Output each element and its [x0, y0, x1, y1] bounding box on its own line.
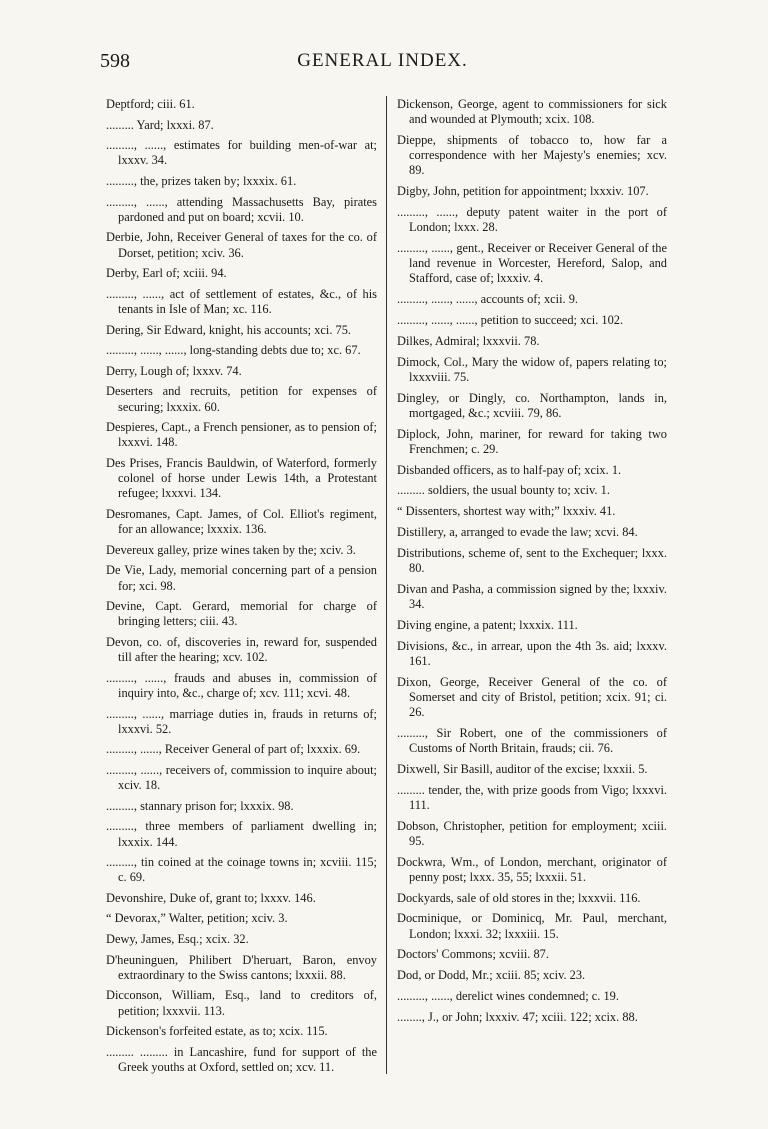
left-column: [106, 97, 377, 1081]
index-entry: Distillery, a, arranged to evade the law; xcvi. 84.: [397, 524, 638, 539]
index-entry: ........., three members of parliament dwelling in; lxxxix. 144.: [106, 819, 377, 849]
index-entry: ........., ......, ......, petition to succeed; xci. 102.: [397, 313, 624, 327]
running-title: GENERAL INDEX.: [297, 50, 468, 71]
page-number: 598: [100, 50, 130, 72]
index-entry: ........., ......, gent., Receiver or Receiver General of the land revenue in Worcester, Hereford, Salop, and Stafford, case of; lxxxiv. 4.: [397, 241, 667, 286]
index-entry: ........., ......, ......, accounts of; xcii. 9.: [397, 292, 579, 307]
index-entry: Dilkes, Admiral; lxxxvii. 78.: [397, 333, 540, 348]
index-entry: Dockyards, sale of old stores in the; lxxxvii. 116.: [397, 890, 641, 905]
index-entry: ........., ......, ......, long-standing debts due to; xc. 67.: [106, 343, 361, 358]
index-entry: Diplock, John, mariner, for reward for taking two Frenchmen; c. 29.: [397, 426, 667, 456]
index-entry: ......... tender, the, with prize goods from Vigo; lxxxvi. 111.: [397, 782, 667, 812]
index-entry: Devon, co. of, discoveries in, reward for, suspended till after the hearing; xcv. 102.: [106, 634, 377, 665]
index-entry: ........., Sir Robert, one of the commissioners of Customs of North Britain, frauds; cii. 76.: [397, 725, 667, 755]
index-entry: Devereux galley, prize wines taken by the; xciv. 3.: [106, 542, 356, 557]
right-column: [397, 97, 667, 1031]
index-entry: Dickenson's forfeited estate, as to; xcix. 115.: [106, 1024, 328, 1039]
index-entry: Devonshire, Duke of, grant to; lxxxv. 146.: [106, 890, 316, 905]
index-entry: ........., ......, act of settlement of estates, &c., of his tenants in Isle of Man; xc. 116.: [106, 286, 377, 316]
index-entry: Dieppe, shipments of tobacco to, how far a correspondence with her Majesty's enemies; xcv. 89.: [397, 133, 667, 178]
index-entry: Divan and Pasha, a commission signed by the; lxxxiv. 34.: [397, 581, 667, 611]
index-entry: ........., ......, derelict wines condemned; c. 19.: [397, 988, 619, 1003]
index-entry: ........., ......, Receiver General of part of; lxxxix. 69.: [106, 742, 361, 757]
column-divider: [386, 96, 387, 1074]
index-entry: ........., ......, frauds and abuses in, commission of inquiry into, &c., charge of; xcv. 111; xcvi. 48.: [106, 670, 377, 700]
index-entry: Disbanded officers, as to half-pay of; xcix. 1.: [397, 462, 622, 477]
index-entry: De Vie, Lady, memorial concerning part of a pension for; xci. 98.: [106, 563, 377, 593]
index-entry: Deptford; ciii. 61.: [106, 97, 195, 111]
index-entry: “ Dissenters, shortest way with;” lxxxiv. 41.: [397, 504, 616, 519]
index-entry: Docminique, or Dominicq, Mr. Paul, merchant, London; lxxxi. 32; lxxxiii. 15.: [397, 911, 667, 941]
index-entry: Despieres, Capt., a French pensioner, as to pension of; lxxxvi. 148.: [106, 420, 377, 450]
index-entry: Dixwell, Sir Basill, auditor of the excise; lxxxii. 5.: [397, 761, 648, 776]
index-entry: Dewy, James, Esq.; xcix. 32.: [106, 932, 249, 947]
index-entry: ......... Yard; lxxxi. 87.: [106, 117, 214, 132]
index-entry: ........., ......, marriage duties in, frauds in returns of; lxxxvi. 52.: [106, 706, 377, 736]
index-entry: ........., ......, attending Massachusetts Bay, pirates pardoned and put on board; xcvii. 10.: [106, 194, 377, 224]
index-entry: Dod, or Dodd, Mr.; xciii. 85; xciv. 23.: [397, 968, 586, 983]
index-entry: “ Devorax,” Walter, petition; xciv. 3.: [106, 911, 288, 926]
index-entry: Divisions, &c., in arrear, upon the 4th 3s. aid; lxxxv. 161.: [397, 638, 667, 668]
index-entry: Desromanes, Capt. James, of Col. Elliot's regiment, for an allowance; lxxxix. 136.: [106, 506, 377, 537]
index-entry: Dimock, Col., Mary the widow of, papers relating to; lxxxviii. 75.: [397, 354, 667, 384]
index-entry: Derbie, John, Receiver General of taxes for the co. of Dorset, petition; xciv. 36.: [106, 230, 377, 260]
index-entry: Dicconson, William, Esq., land to creditors of, petition; lxxxvii. 113.: [106, 988, 377, 1018]
index-entry: ........, J., or John; lxxxiv. 47; xciii. 122; xcix. 88.: [397, 1009, 638, 1024]
index-entry: ........., ......, estimates for building men-of-war at; lxxxv. 34.: [106, 138, 377, 168]
index-entry: Deserters and recruits, petition for expenses of securing; lxxxix. 60.: [106, 384, 377, 414]
index-entry: Dickenson, George, agent to commissioners for sick and wounded at Plymouth; xcix. 108.: [397, 97, 667, 127]
index-entry: ......... ......... in Lancashire, fund for support of the Greek youths at Oxford, settled on; xcv. 11.: [106, 1044, 377, 1075]
index-entry: Des Prises, Francis Bauldwin, of Waterford, formerly colonel of horse under Lewis 14th, a Protestant refugee; lxxxvi. 134.: [106, 455, 377, 501]
index-entry: ........., the, prizes taken by; lxxxix. 61.: [106, 173, 297, 188]
index-entry: Dixon, George, Receiver General of the co. of Somerset and city of Bristol, petition; xcix. 91; ci. 26.: [397, 674, 667, 719]
index-entry: Dering, Sir Edward, knight, his accounts; xci. 75.: [106, 322, 352, 337]
index-entry: Derry, Lough of; lxxxv. 74.: [106, 363, 242, 378]
index-entry: Devine, Capt. Gerard, memorial for charge of bringing letters; ciii. 43.: [106, 599, 377, 629]
index-entry: Dingley, or Dingly, co. Northampton, lands in, mortgaged, &c.; xcviii. 79, 86.: [397, 390, 667, 420]
index-entry: ........., ......, deputy patent waiter in the port of London; lxxx. 28.: [397, 205, 667, 235]
index-entry: Derby, Earl of; xciii. 94.: [106, 266, 227, 281]
index-entry: Diving engine, a patent; lxxxix. 111.: [397, 617, 578, 632]
index-entry: ........., stannary prison for; lxxxix. 98.: [106, 798, 294, 813]
index-entry: Dockwra, Wm., of London, merchant, originator of penny post; lxxx. 35, 55; lxxxii. 51.: [397, 854, 667, 884]
index-entry: ........., tin coined at the coinage towns in; xcviii. 115; c. 69.: [106, 855, 377, 885]
index-entry: Distributions, scheme of, sent to the Exchequer; lxxx. 80.: [397, 545, 667, 575]
page-header: [100, 50, 665, 80]
index-entry: Digby, John, petition for appointment; lxxxiv. 107.: [397, 184, 649, 199]
index-entry: D'heuninguen, Philibert D'heruart, Baron, envoy extraordinary to the Swiss cantons; lxxxii. 88.: [106, 952, 377, 982]
index-entry: ........., ......, receivers of, commission to inquire about; xciv. 18.: [106, 762, 377, 793]
index-entry: ......... soldiers, the usual bounty to; xciv. 1.: [397, 483, 610, 498]
index-entry: Dobson, Christopher, petition for employment; xciii. 95.: [397, 818, 667, 848]
index-entry: Doctors' Commons; xcviii. 87.: [397, 947, 549, 962]
